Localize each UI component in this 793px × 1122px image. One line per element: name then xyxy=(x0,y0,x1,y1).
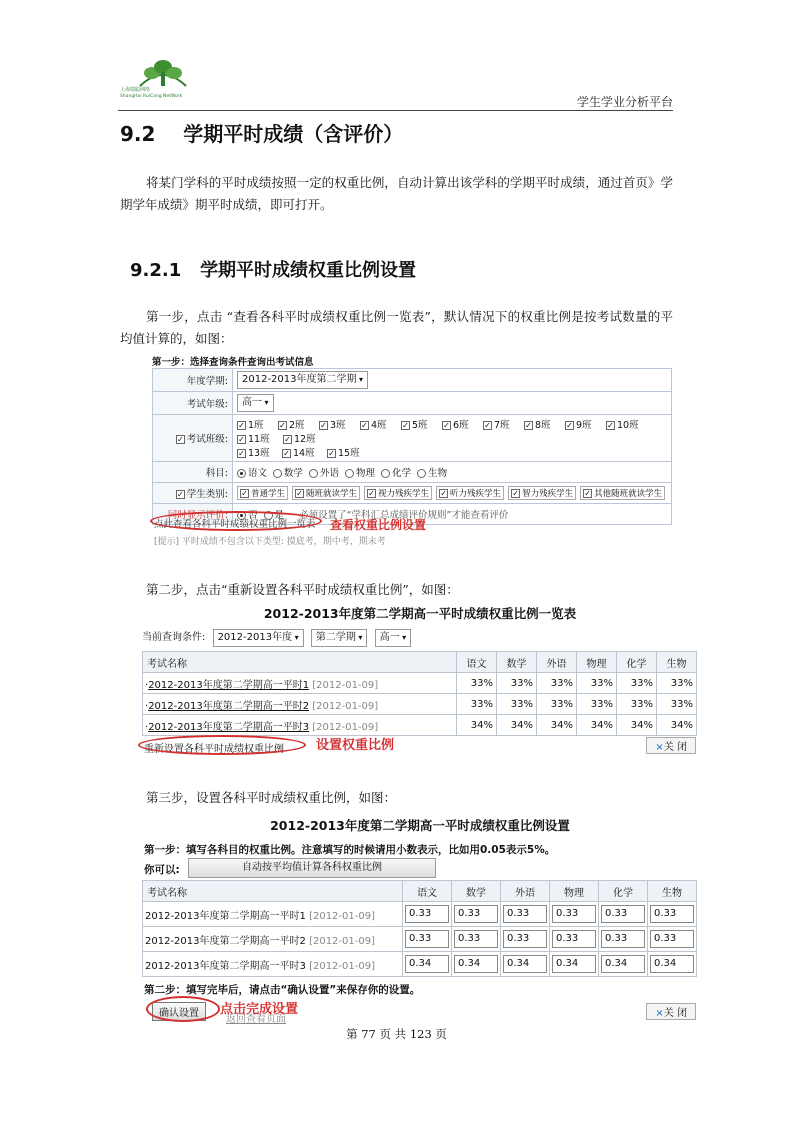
subject-radios xyxy=(233,462,672,483)
weight-input[interactable]: 0.34 xyxy=(650,955,694,973)
platform-name: 学生学业分析平台 xyxy=(576,95,673,109)
evaluation-option-no[interactable]: 否 xyxy=(237,507,258,521)
student-all-checkbox[interactable]: ✓ xyxy=(176,490,184,499)
weight-input[interactable]: 0.34 xyxy=(601,955,645,973)
exam-name: 2012-2013年度第二学期高一平时2 xyxy=(145,935,306,947)
exam-name-link[interactable]: 2012-2013年度第二学期高一平时3 xyxy=(148,721,310,733)
section-heading xyxy=(120,118,403,147)
subject-option[interactable]: 外语 xyxy=(309,465,339,479)
weight-cell: 33% xyxy=(537,694,577,715)
col-subject: 生物 xyxy=(657,652,697,673)
weight-cell: 34% xyxy=(617,715,657,736)
exam-name-cell: ·2012-2013年度第二学期高一平时1 [2012-01-09] xyxy=(143,673,457,694)
class-option[interactable]: ✓ 2班 xyxy=(279,420,305,431)
class-label-cell xyxy=(153,415,233,462)
weight-cell: 33% xyxy=(657,694,697,715)
weight-cell: 34% xyxy=(457,715,497,736)
step1-text: 第一步，点击 “查看各科平时成绩权重比例一览表”，默认情况下的权重比例是按考试数量的平均值计算的，如图： xyxy=(120,309,673,346)
weight-cell: 34% xyxy=(497,715,537,736)
weight-cell: 33% xyxy=(537,673,577,694)
weight-cell: 33% xyxy=(617,694,657,715)
student-type-option[interactable]: ✓ 智力残疾学生 xyxy=(508,486,576,500)
student-type-option[interactable]: ✓ 普通学生 xyxy=(237,486,288,500)
table-row xyxy=(143,694,697,715)
view-weight-annotation: 查看权重比例设置 xyxy=(330,518,427,532)
query-condition xyxy=(142,628,411,647)
table-header-row xyxy=(143,652,697,673)
col-subject: 化学 xyxy=(599,881,648,902)
weight-input[interactable]: 0.33 xyxy=(503,930,547,948)
student-type-checkboxes xyxy=(233,483,672,504)
class-option[interactable]: ✓ 12班 xyxy=(284,434,316,445)
subsection-number: 9.2.1 xyxy=(130,260,182,281)
query-form-table xyxy=(152,368,672,525)
student-type-option[interactable]: ✓ 其他随班就读学生 xyxy=(580,486,665,500)
col-subject: 语文 xyxy=(457,652,497,673)
student-type-option[interactable]: ✓ 随班就读学生 xyxy=(292,486,360,500)
col-subject: 化学 xyxy=(617,652,657,673)
evaluation-label: 同时显示评价: xyxy=(153,504,233,525)
close-button[interactable]: ×关 闭 xyxy=(646,1003,696,1020)
col-subject: 数学 xyxy=(497,652,537,673)
student-label: 学生类别: xyxy=(186,489,228,500)
page-footer: 第 77 页 共 123 页 xyxy=(346,1027,447,1041)
cond-term-select[interactable]: 第二学期 ▾ xyxy=(311,629,368,647)
reset-weight-annotation: 设置权重比例 xyxy=(316,738,395,753)
col-subject: 数学 xyxy=(452,881,501,902)
class-checkboxes xyxy=(233,415,672,462)
class-option[interactable]: ✓ 4班 xyxy=(361,420,387,431)
cond-grade-select[interactable]: 高一 ▾ xyxy=(375,629,412,647)
logo-text: 上海瑞聪网络 xyxy=(120,87,151,93)
weight-list-screenshot xyxy=(142,604,698,754)
section-number: 9.2 xyxy=(120,122,156,146)
class-option[interactable]: ✓ 7班 xyxy=(484,420,510,431)
exam-name-cell: ·2012-2013年度第二学期高一平时2 [2012-01-09] xyxy=(143,694,457,715)
class-label: 考试班级: xyxy=(186,434,228,445)
student-type-option[interactable]: ✓ 视力残疾学生 xyxy=(364,486,432,500)
exam-name-cell xyxy=(143,927,403,952)
query-condition-label: 当前查询条件: xyxy=(142,632,206,643)
weight-list-table xyxy=(142,651,697,736)
class-option[interactable]: ✓ 9班 xyxy=(566,420,592,431)
table-row xyxy=(143,952,697,977)
table-row xyxy=(143,927,697,952)
weight-list-title: 2012-2013年度第二学期高一平时成绩权重比例一览表 xyxy=(263,606,577,621)
weight-cell: 33% xyxy=(497,673,537,694)
step3-text: 第三步，设置各科平时成绩权重比例，如图： xyxy=(146,790,397,805)
weight-input[interactable]: 0.33 xyxy=(405,905,449,923)
class-option[interactable]: ✓ 15班 xyxy=(328,448,360,459)
weight-input[interactable]: 0.33 xyxy=(650,930,694,948)
confirm-button[interactable]: 确认设置 xyxy=(152,1002,206,1021)
class-option[interactable]: ✓ 8班 xyxy=(525,420,551,431)
setting-step2: 第二步：填写完毕后，请点击“确认设置”来保存你的设置。 xyxy=(144,984,421,996)
exam-date: [2012-01-09] xyxy=(309,910,375,922)
subject-option[interactable]: 化学 xyxy=(381,465,411,479)
weight-input[interactable]: 0.33 xyxy=(405,930,449,948)
col-subject: 外语 xyxy=(537,652,577,673)
weight-input[interactable]: 0.34 xyxy=(552,955,596,973)
weight-input[interactable]: 0.33 xyxy=(503,905,547,923)
col-subject: 物理 xyxy=(550,881,599,902)
weight-input[interactable]: 0.34 xyxy=(503,955,547,973)
section-intro: 将某门学科的平时成绩按照一定的权重比例，自动计算出该学科的学期平时成绩，通过首页》学期学年成绩》期平时成绩，即可打开。 xyxy=(120,175,673,212)
exam-name: 2012-2013年度第二学期高一平时1 xyxy=(145,910,306,922)
setting-step1: 第一步：填写各科目的权重比例。注意填写的时候请用小数表示，比如用0.05表示5%。 xyxy=(144,844,556,856)
weight-input[interactable]: 0.34 xyxy=(405,955,449,973)
weight-cell: 34% xyxy=(577,715,617,736)
exam-name-cell: ·2012-2013年度第二学期高一平时3 [2012-01-09] xyxy=(143,715,457,736)
query-form-screenshot xyxy=(152,352,674,548)
exam-name-cell xyxy=(143,902,403,927)
subject-option[interactable]: 生物 xyxy=(417,465,447,479)
highlight-oval xyxy=(146,996,220,1022)
class-option[interactable]: ✓ 1班 xyxy=(238,420,264,431)
class-option[interactable]: ✓ 3班 xyxy=(320,420,346,431)
subject-option[interactable]: 语文 xyxy=(237,465,267,479)
col-subject: 生物 xyxy=(648,881,697,902)
evaluation-option-yes[interactable]: 是 xyxy=(264,507,285,521)
confirm-annotation: 点击完成设置 xyxy=(220,1002,299,1017)
weight-input[interactable]: 0.34 xyxy=(454,955,498,973)
col-subject: 外语 xyxy=(501,881,550,902)
grade-select[interactable]: 高一 ▾ xyxy=(237,394,274,412)
step2-text: 第二步，点击“重新设置各科平时成绩权重比例”，如图： xyxy=(146,582,459,597)
weight-cell: 33% xyxy=(577,694,617,715)
weight-input[interactable]: 0.33 xyxy=(650,905,694,923)
col-exam-name: 考试名称 xyxy=(143,881,403,902)
table-row xyxy=(143,902,697,927)
exam-date: [2012-01-09] xyxy=(309,935,375,947)
student-label-cell xyxy=(153,483,233,504)
exam-name-link[interactable]: 2012-2013年度第二学期高一平时1 xyxy=(148,679,310,691)
weight-cell: 33% xyxy=(577,673,617,694)
class-option[interactable]: ✓ 10班 xyxy=(607,420,639,431)
cond-year-select[interactable]: 2012-2013年度 ▾ xyxy=(213,629,304,647)
highlight-oval xyxy=(138,735,306,755)
weight-cell: 33% xyxy=(457,673,497,694)
class-option[interactable]: ✓ 14班 xyxy=(283,448,315,459)
student-type-option[interactable]: ✓ 听力残疾学生 xyxy=(436,486,504,500)
col-subject: 语文 xyxy=(403,881,452,902)
class-option[interactable]: ✓ 6班 xyxy=(443,420,469,431)
evaluation-note: 必须设置了“学科汇总成绩评价规则”才能查看评价 xyxy=(299,510,509,521)
col-subject: 物理 xyxy=(577,652,617,673)
exam-date: [2012-01-09] xyxy=(309,960,375,972)
exam-date: [2012-01-09] xyxy=(312,721,379,733)
exam-name-link[interactable]: 2012-2013年度第二学期高一平时2 xyxy=(148,700,310,712)
back-link[interactable]: 返回查看页面 xyxy=(226,1014,286,1025)
class-option[interactable]: ✓ 5班 xyxy=(402,420,428,431)
subsection-title: 学期平时成绩权重比例设置 xyxy=(200,260,417,281)
weight-cell: 34% xyxy=(537,715,577,736)
you-can-label: 你可以: xyxy=(144,864,180,876)
subsection-heading xyxy=(130,256,416,282)
view-weight-link[interactable]: 点此查看各科平时成绩权重比例一览表 xyxy=(154,519,316,530)
weight-setting-table xyxy=(142,880,697,977)
subject-option[interactable]: 物理 xyxy=(345,465,375,479)
weight-cell: 33% xyxy=(657,673,697,694)
weight-input[interactable]: 0.33 xyxy=(601,905,645,923)
table-row xyxy=(143,715,697,736)
weight-setting-title: 2012-2013年度第二学期高一平时成绩权重比例设置 xyxy=(270,818,570,833)
exam-date: [2012-01-09] xyxy=(312,700,379,712)
section-title: 学期平时成绩（含评价） xyxy=(183,122,404,146)
exam-date: [2012-01-09] xyxy=(312,679,379,691)
logo-subtext: ShangHai RuiCong NetWork xyxy=(120,94,183,99)
weight-cell: 33% xyxy=(497,694,537,715)
exam-name-cell xyxy=(143,952,403,977)
weight-setting-screenshot xyxy=(142,816,698,1026)
weight-input[interactable]: 0.33 xyxy=(454,905,498,923)
class-option[interactable]: ✓ 11班 xyxy=(238,434,270,445)
weight-cell: 33% xyxy=(617,673,657,694)
weight-input[interactable]: 0.33 xyxy=(552,930,596,948)
col-exam-name: 考试名称 xyxy=(143,652,457,673)
auto-calculate-button[interactable]: 自动按平均值计算各科权重比例 xyxy=(188,858,436,878)
weight-input[interactable]: 0.33 xyxy=(601,930,645,948)
close-button[interactable]: ×关 闭 xyxy=(646,737,696,754)
table-row xyxy=(143,673,697,694)
class-option[interactable]: ✓ 13班 xyxy=(238,448,270,459)
weight-input[interactable]: 0.33 xyxy=(454,930,498,948)
query-form-title: 第一步：选择查询条件查询出考试信息 xyxy=(152,357,314,368)
year-select[interactable]: 2012-2013年度第二学期 ▾ xyxy=(237,371,368,389)
close-icon: × xyxy=(655,742,664,753)
subject-label: 科目: xyxy=(153,462,233,483)
weight-input[interactable]: 0.33 xyxy=(552,905,596,923)
weight-cell: 34% xyxy=(657,715,697,736)
reset-weight-link[interactable]: 重新设置各科平时成绩权重比例 xyxy=(144,744,284,755)
year-label: 年度学期: xyxy=(153,369,233,392)
tip-text: [提示] 平时成绩不包含以下类型: 摸底考，期中考，期末考 xyxy=(154,537,386,547)
subject-option[interactable]: 数学 xyxy=(273,465,303,479)
weight-cell: 33% xyxy=(457,694,497,715)
table-header-row xyxy=(143,881,697,902)
header-divider xyxy=(118,110,673,111)
exam-name: 2012-2013年度第二学期高一平时3 xyxy=(145,960,306,972)
grade-label: 考试年级: xyxy=(153,392,233,415)
highlight-oval xyxy=(150,511,322,531)
class-all-checkbox[interactable]: ✓ xyxy=(176,435,184,444)
close-icon: × xyxy=(655,1008,664,1019)
